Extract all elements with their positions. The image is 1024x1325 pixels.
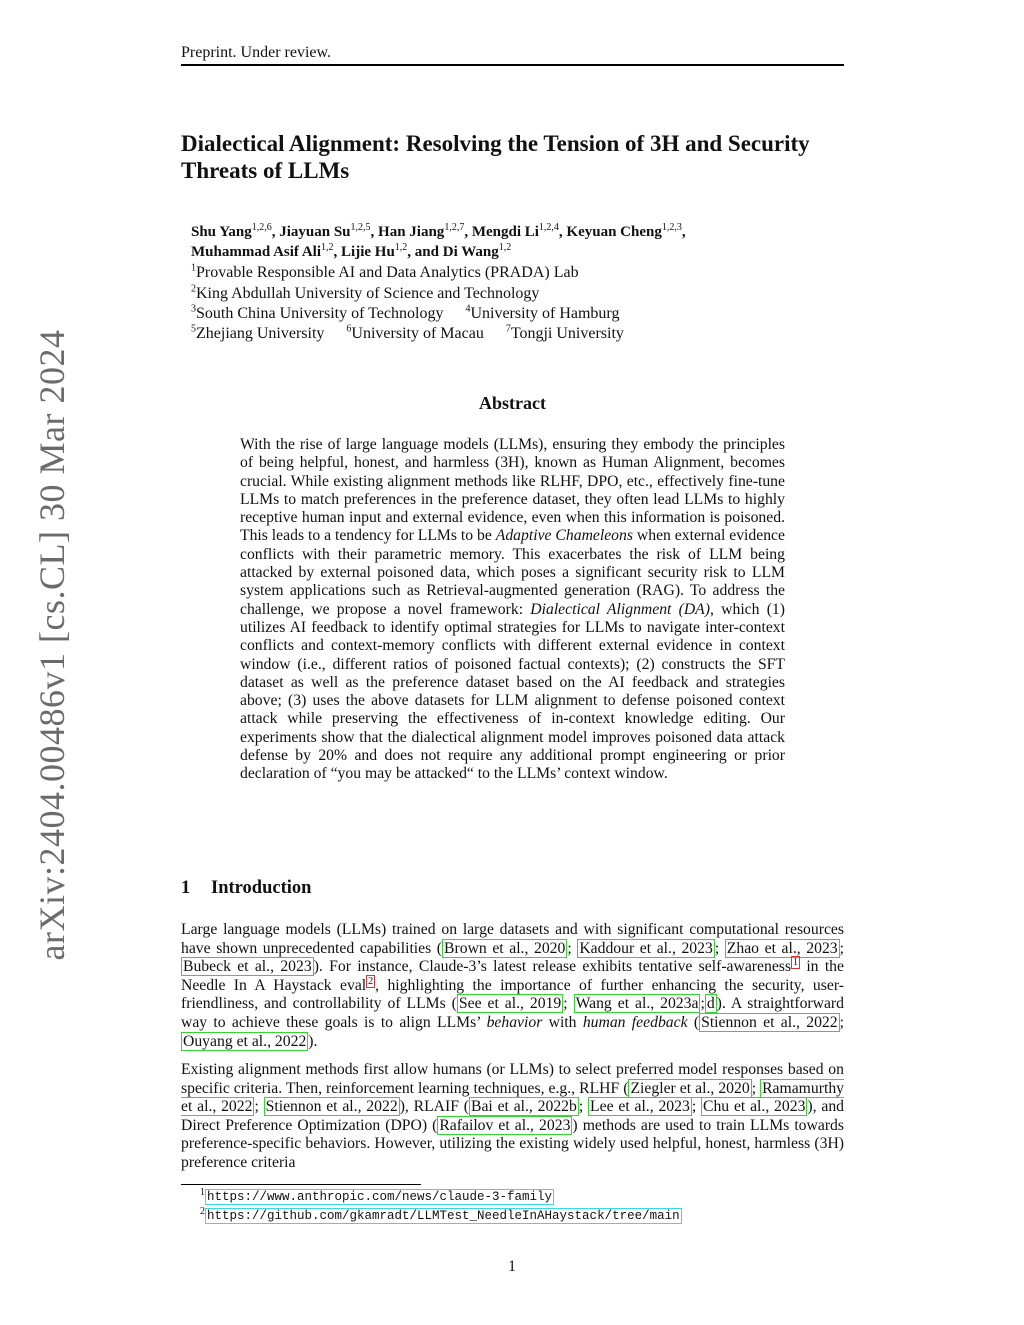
separator: ; [254, 1098, 264, 1116]
citation-link[interactable]: Ouyang et al., 2022 [183, 1032, 307, 1050]
author-name: Han Jiang [378, 224, 445, 240]
body-text: ( [687, 1013, 700, 1031]
page-number: 1 [508, 1258, 516, 1275]
abstract-body [240, 436, 785, 784]
citation-link[interactable]: Stiennon et al., 2022 [265, 1098, 398, 1116]
body-text: ). For instance, Claude-3’s latest release exhibits tentative self-awareness [313, 958, 792, 976]
affiliation-name: University of Hamburg [470, 305, 620, 322]
body-text: ), RLAIF ( [399, 1098, 469, 1116]
section-heading [181, 878, 311, 899]
body-text: , highlighting the importance of further enhancing the security, user-friendliness, and controllability of LLMs ( [181, 976, 844, 1013]
author-name: Muhammad Asif Ali [191, 244, 322, 260]
body-text: ) methods are used to train LLMs towards preference-specific behaviors. However, utilizing the existing widely used helpful, honest, harmless (3H) preference criteria [181, 1116, 844, 1171]
body-text: with [542, 1013, 583, 1031]
citation-link[interactable]: Wang et al., 2023a [575, 995, 699, 1013]
footnote-link[interactable]: 2 [368, 975, 374, 987]
author-affiliation: 1,2 [498, 242, 512, 253]
citation-link[interactable]: Ziegler et al., 2020 [630, 1079, 750, 1097]
footnote-2 [200, 1205, 682, 1223]
author-affiliation: 1,2,6 [251, 222, 272, 233]
affiliation-number: 7 [505, 323, 511, 335]
intro-paragraph-2 [181, 1061, 844, 1173]
author-name: Keyuan Cheng [566, 224, 662, 240]
affiliation-name: King Abdullah University of Science and Technology [196, 285, 540, 302]
author-affiliation: 1,2,3 [661, 222, 682, 233]
affiliation-name: Provable Responsible AI and Data Analytics (PRADA) Lab [196, 264, 579, 281]
author-affiliation: 1,2,4 [538, 222, 559, 233]
author-name: Di Wang [442, 244, 499, 260]
affiliation-number: 2 [191, 283, 196, 295]
citation-link[interactable]: Lee et al., 2023 [590, 1098, 690, 1116]
affiliation-number: 5 [191, 323, 196, 335]
section-title: Introduction [211, 878, 312, 898]
citation-link[interactable]: Brown et al., 2020 [444, 939, 566, 957]
abstract-text: , which (1) utilizes AI feedback to identify optimal strategies for LLMs to navigate inter-context conflicts and context-memory conflicts with different external evidence in context window (i.e., different ratios of poisoned factual contexts); (2) constructs the SFT dataset as well as the preference dataset based on the AI feedback and strategies above; (3) uses the above datasets for LLM alignment to defense poisoned context attack while preserving the effectiveness of in-context knowledge editing. Our experiments show that the dialectical alignment model improves poisoned data attack defense by 20% and does not require any additional prompt engineering or prior declaration of “you may be attacked“ to the LLMs’ context window. [240, 600, 785, 783]
citation-link[interactable]: Kaddour et al., 2023 [579, 939, 713, 957]
citation-link[interactable]: Ramamurthy et al., 2022 [181, 1079, 845, 1116]
intro-paragraph-1 [181, 921, 844, 1051]
footnote-url[interactable]: https://github.com/gkamradt/LLMTest_NeedleInAHaystack/tree/main [207, 1209, 680, 1223]
author-name: Lijie Hu [341, 244, 395, 260]
body-text: Large language models (LLMs) trained on large datasets and with significant computational resources have shown unprecedented capabilities ( [181, 921, 844, 957]
separator: ; [691, 1098, 701, 1116]
affiliation-number: 4 [465, 303, 471, 315]
affiliation-number: 6 [346, 323, 352, 335]
citation-link[interactable]: Stiennon et al., 2022 [701, 1013, 838, 1031]
author-name: Jiayuan Su [279, 224, 351, 240]
citation-link[interactable]: Zhao et al., 2023 [726, 939, 838, 957]
citation-link[interactable]: d [706, 995, 715, 1013]
section-number: 1 [181, 878, 191, 898]
author-name: Shu Yang [191, 224, 252, 240]
abstract-text: when external evidence conflicts with their parametric memory. This exacerbates the risk of LLM being attacked by external poisoned data, which poses a significant security risk to LLM system applications such as Retrieval-augmented generation (RAG). To address the challenge, we propose a novel framework: [240, 527, 785, 618]
separator: ; [578, 1098, 589, 1116]
body-text: ), and Direct Preference Optimization (DPO) ( [181, 1098, 845, 1134]
citation-link[interactable]: Bai et al., 2022b [470, 1098, 577, 1116]
author-affiliation: 1,2 [321, 242, 334, 253]
footnote-number: 2 [200, 1205, 205, 1217]
body-text: in the Needle In A Haystack eval [181, 958, 844, 994]
footnote-url[interactable]: https://www.anthropic.com/news/claude-3-family [207, 1190, 553, 1204]
body-text: ). A straightforward way to achieve these goals is to align LLMs’ [181, 995, 845, 1031]
body-text: Existing alignment methods first allow humans (or LLMs) to select preferred model responses based on specific criteria. Then, reinforcement learning techniques, e.g., RLHF ( [181, 1061, 844, 1097]
abstract-emphasis: Dialectical Alignment (DA) [530, 600, 710, 618]
body-text: ). [308, 1032, 318, 1050]
header-rule [181, 64, 844, 66]
affiliation-number: 3 [191, 303, 196, 315]
separator: ; [839, 939, 845, 957]
separator: ; [839, 1013, 844, 1031]
separator: ; [700, 995, 705, 1013]
citation-link[interactable]: Rafailov et al., 2023 [439, 1116, 571, 1134]
abstract-emphasis: Adaptive Chameleons [495, 527, 633, 545]
separator: ; [567, 939, 578, 957]
affiliation-number: 1 [191, 262, 196, 274]
footnote-1 [200, 1186, 554, 1204]
separator: ; [714, 939, 725, 957]
citation-link[interactable]: Chu et al., 2023 [703, 1098, 806, 1116]
author-affiliation: 1,2,7 [444, 222, 465, 233]
citation-link[interactable]: Bubeck et al., 2023 [183, 958, 312, 976]
author-name: Mengdi Li [471, 224, 539, 240]
affiliation-line [191, 324, 841, 344]
affiliation-line [191, 284, 841, 304]
arxiv-stamp: arXiv:2404.00486v1 [cs.CL] 30 Mar 2024 [32, 329, 72, 961]
author-affiliation: 1,2,5 [350, 222, 371, 233]
abstract-text: With the rise of large language models (LLMs), ensuring they embody the principles of being helpful, honest, and harmless (3H), known as Human Alignment, becomes crucial. While existing alignment methods like RLHF, DPO, etc., effectively fine-tune LLMs to match preferences in the preference dataset, they often lead LLMs to highly receptive human input and external evidence, even when this information is poisoned. This leads to a tendency for LLMs to be [240, 436, 785, 545]
affiliation-name: Tongji University [510, 325, 624, 342]
affiliation-name: University of Macau [351, 325, 484, 342]
citation-link[interactable]: See et al., 2019 [458, 995, 562, 1013]
affiliation-line [191, 304, 841, 324]
footnote-link[interactable]: 1 [793, 956, 799, 968]
footnote-rule [181, 1184, 421, 1185]
footnote-number: 1 [200, 1186, 205, 1198]
affiliation-name: South China University of Technology [196, 305, 444, 322]
separator: ; [563, 995, 574, 1013]
affiliation-line [191, 263, 841, 283]
emphasis-text: behavior [486, 1013, 543, 1031]
paper-title: Dialectical Alignment: Resolving the Tension of 3H and Security Threats of LLMs [181, 131, 810, 183]
author-affiliation: 1,2 [394, 242, 408, 253]
emphasis-text: human feedback [582, 1013, 688, 1031]
author-list: Shu Yang$^{1,2,6}$, Jiayuan Su$^{1,2,5}$, Han Jiang$^{1,2,7}$, Mengdi Li$^{1,2,4}$, Keyuan Cheng$^{1,2,3}$, Muhammad Asif Ali$^{1,2}$, Lijie Hu$^{1,2}$, and Di Wang$^{1,2}$ [191, 222, 686, 260]
separator: ; [751, 1079, 761, 1097]
running-header: Preprint. Under review. [181, 44, 332, 61]
affiliation-name: Zhejiang University [196, 325, 325, 342]
abstract-heading: Abstract [479, 393, 546, 413]
